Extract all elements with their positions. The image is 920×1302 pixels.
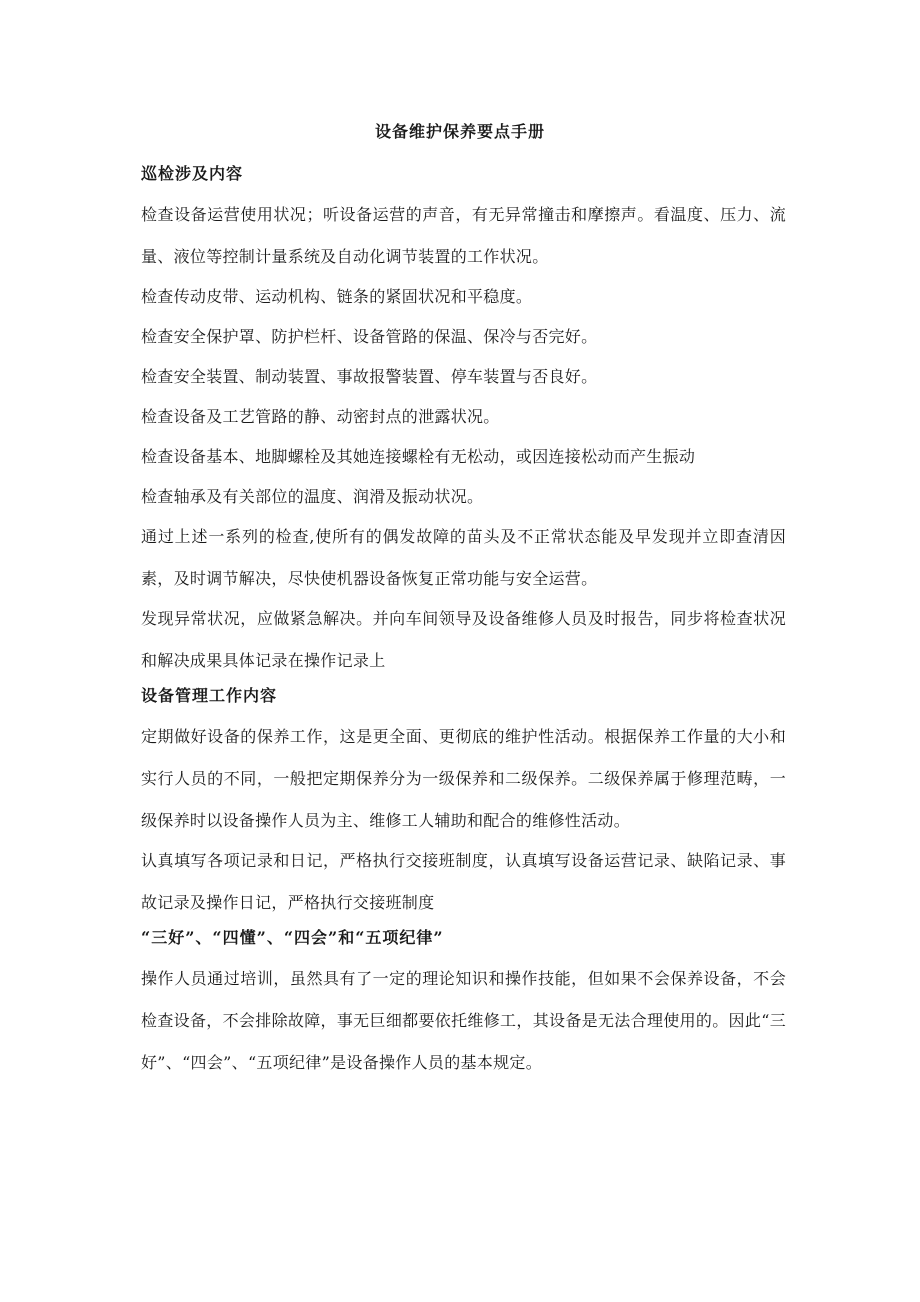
- paragraph: 认真填写各项记录和日记，严格执行交接班制度，认真填写设备运营记录、缺陷记录、事故记录及操作日记，严格执行交接班制度: [141, 851, 786, 912]
- section-heading: 巡检涉及内容: [141, 164, 244, 183]
- paragraph: 检查设备运营使用状况；听设备运营的声音，有无异常撞击和摩擦声。看温度、压力、流量、液位等控制计量系统及自动化调节装置的工作状况。: [141, 205, 786, 266]
- paragraph: 检查安全装置、制动装置、事故报警装置、停车装置与否良好。: [141, 367, 598, 386]
- section-heading: “三好”、“四懂”、“四会”和“五项纪律”: [141, 928, 444, 947]
- section-heading: 设备管理工作内容: [141, 686, 278, 705]
- paragraph: 检查安全保护罩、防护栏杆、设备管路的保温、保冷与否完好。: [141, 327, 598, 346]
- document-title: 设备维护保养要点手册: [374, 122, 545, 141]
- section-equipment-management: [141, 684, 786, 924]
- paragraph: 发现异常状况，应做紧急解决。并向车间领导及设备维修人员及时报告，同步将检查状况和解决成果具体记录在操作记录上: [141, 609, 786, 670]
- paragraph: 操作人员通过培训，虽然具有了一定的理论知识和操作技能，但如果不会保养设备，不会检查设备，不会排除故障，事无巨细都要依托维修工，其设备是无法合理使用的。因此“三好”、“四会”、“五项纪律”是设备操作人员的基本规定。: [141, 969, 786, 1072]
- paragraph: 检查传动皮带、运动机构、链条的紧固状况和平稳度。: [141, 287, 533, 306]
- paragraph: 检查设备及工艺管路的静、动密封点的泄露状况。: [141, 407, 500, 426]
- paragraph: 通过上述一系列的检查,使所有的偶发故障的苗头及不正常状态能及早发现并立即查清因素，及时调节解决，尽快使机器设备恢复正常功能与安全运营。: [141, 527, 786, 588]
- document-body: [141, 158, 786, 1082]
- paragraph: 检查设备基本、地脚螺栓及其她连接螺栓有无松动，或因连接松动而产生振动: [141, 447, 696, 466]
- section-three-good-rules: [141, 926, 786, 1084]
- section-inspection: [141, 162, 786, 682]
- paragraph: 检查轴承及有关部位的温度、润滑及振动状况。: [141, 487, 484, 506]
- paragraph: 定期做好设备的保养工作，这是更全面、更彻底的维护性活动。根据保养工作量的大小和实行人员的不同，一般把定期保养分为一级保养和二级保养。二级保养属于修理范畴，一级保养时以设备操作人员为主、维修工人辅助和配合的维修性活动。: [141, 727, 786, 830]
